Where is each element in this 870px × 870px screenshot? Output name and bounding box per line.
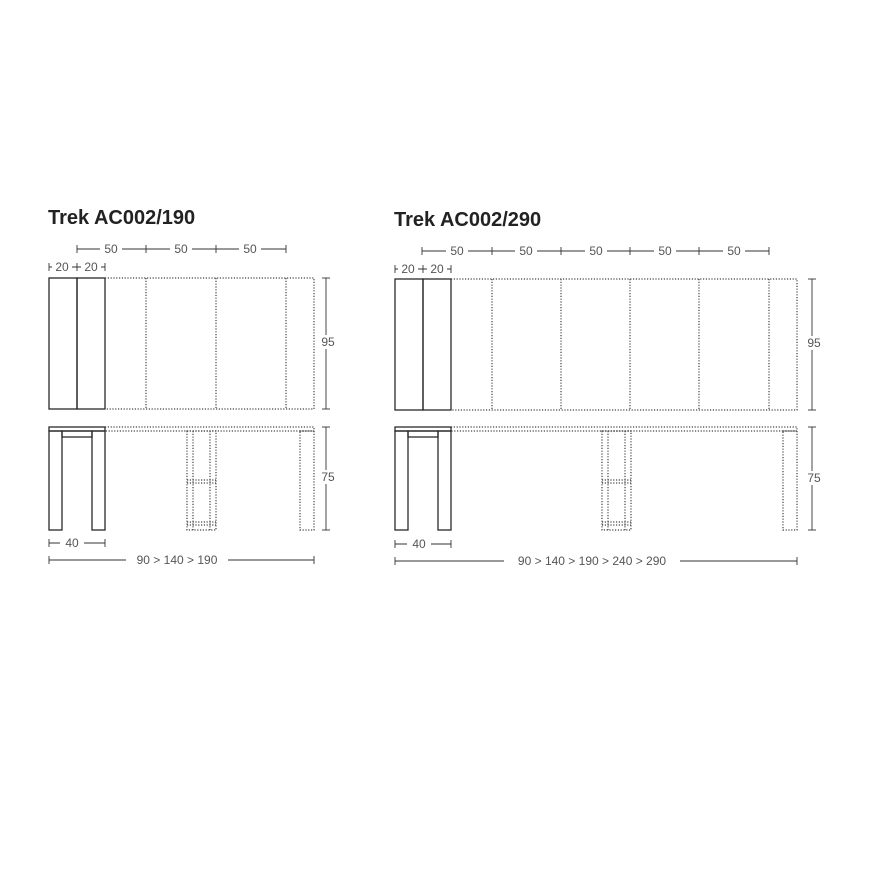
leg-width-dimension	[395, 537, 451, 551]
extended-tabletop	[451, 427, 797, 431]
table-leg	[395, 431, 408, 530]
extension-width-label: 50	[658, 244, 672, 258]
depth-label: 95	[321, 335, 335, 349]
top-width-label: 20	[84, 260, 98, 274]
table-leg	[92, 431, 105, 530]
extension-outline	[105, 278, 314, 409]
table-leg	[438, 431, 451, 530]
leg-crossbar	[62, 431, 92, 437]
side-view	[49, 427, 314, 530]
side-view	[395, 427, 797, 530]
height-label: 75	[321, 470, 335, 484]
diagram-ac002-290	[394, 209, 822, 568]
height-dimension	[804, 427, 822, 530]
top-width-dimension-row	[49, 260, 105, 274]
extension-outline	[451, 279, 797, 410]
depth-label: 95	[807, 336, 821, 350]
length-range-label: 90 > 140 > 190	[136, 553, 218, 567]
length-range-dimension	[395, 554, 797, 568]
height-label: 75	[807, 471, 821, 485]
top-width-label: 20	[430, 262, 444, 276]
depth-dimension	[318, 278, 336, 409]
leg-width-label: 40	[412, 537, 426, 551]
extension-width-label: 50	[174, 242, 188, 256]
length-range-dimension	[49, 553, 314, 567]
diagram-ac002-190	[48, 207, 336, 567]
leg-width-dimension	[49, 536, 105, 550]
diagram-title: Trek AC002/290	[394, 209, 542, 231]
top-width-label: 20	[55, 260, 69, 274]
extension-width-label: 50	[243, 242, 257, 256]
top-width-label: 20	[401, 262, 415, 276]
table-leg	[49, 431, 62, 530]
top-width-dimension-row	[395, 262, 451, 276]
closed-top-panel	[77, 278, 105, 409]
extension-dimension-row	[422, 244, 769, 258]
diagram-title: Trek AC002/190	[48, 207, 196, 229]
height-dimension	[318, 427, 336, 530]
depth-dimension	[804, 279, 822, 410]
length-range-label: 90 > 140 > 190 > 240 > 290	[517, 554, 667, 568]
leg-crossbar	[408, 431, 438, 437]
extension-width-label: 50	[104, 242, 118, 256]
extension-width-label: 50	[727, 244, 741, 258]
leg-width-label: 40	[65, 536, 79, 550]
closed-top-panel	[395, 279, 423, 410]
top-view	[49, 278, 314, 409]
end-leg	[300, 431, 314, 530]
closed-top-panel	[423, 279, 451, 410]
closed-top-panel	[49, 278, 77, 409]
top-view	[395, 279, 797, 410]
extension-dimension-row	[77, 242, 286, 256]
end-leg	[783, 431, 797, 530]
extension-width-label: 50	[450, 244, 464, 258]
extension-width-label: 50	[589, 244, 603, 258]
extension-width-label: 50	[519, 244, 533, 258]
